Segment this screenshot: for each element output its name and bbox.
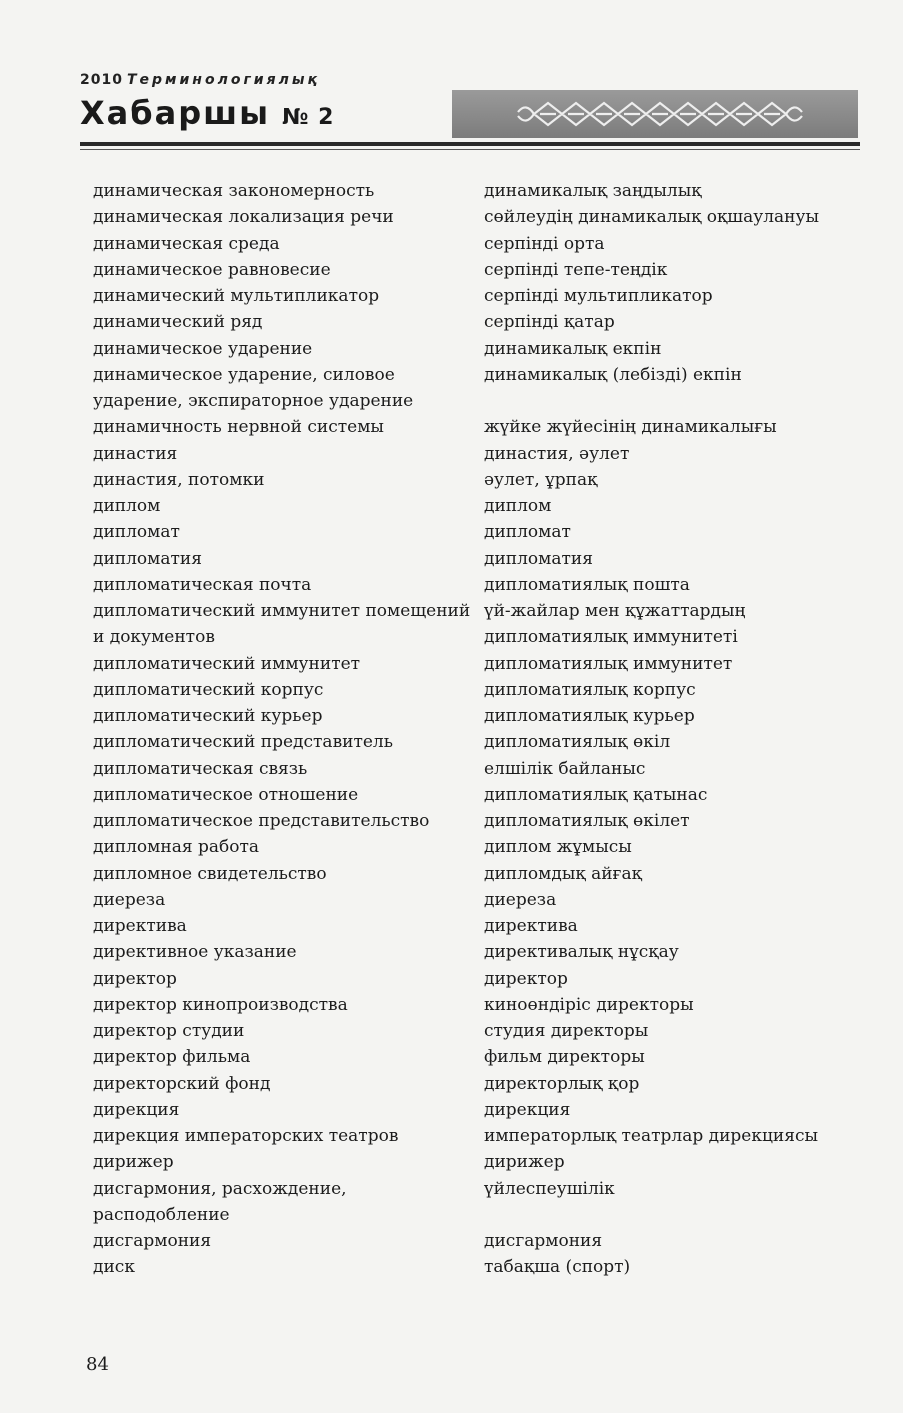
term-ru: дипломат xyxy=(93,522,180,543)
term-kz: дипломдық айғақ xyxy=(484,863,642,884)
term-ru: дипломатическое представительство xyxy=(93,811,430,831)
term-ru: дирекция императорских театров xyxy=(93,1126,399,1146)
term-ru: диереза xyxy=(93,889,166,910)
term-ru: дипломатическая почта xyxy=(93,574,312,595)
term-ru: динамичность нервной системы xyxy=(93,417,384,438)
term-ru: директива xyxy=(93,916,187,936)
term-ru: дипломатический представитель xyxy=(93,732,393,753)
term-ru: дипломное свидетельство xyxy=(93,863,327,884)
term-ru: динамическое ударение, силовое xyxy=(93,364,395,385)
kazakh-terms-column xyxy=(484,178,864,1281)
term-ru: дисгармония xyxy=(93,1231,212,1251)
term-kz: серпінді мультипликатор xyxy=(484,286,713,306)
term-kz: династия, әулет xyxy=(484,443,630,464)
term-ru: дисгармония, расхождение, xyxy=(93,1178,347,1199)
term-ru: дипломатическая связь xyxy=(93,758,308,779)
term-ru: директор кинопроизводства xyxy=(93,994,348,1015)
term-kz xyxy=(484,1202,864,1228)
term-kz: дипломатия xyxy=(484,548,593,569)
term-kz: серпінді орта xyxy=(484,233,605,254)
term-ru: директорский фонд xyxy=(93,1073,271,1094)
journal-series: Терминологиялық xyxy=(126,72,320,88)
term-kz: диереза xyxy=(484,889,557,910)
journal-title: Хабаршы xyxy=(80,94,271,132)
term-ru: динамическая среда xyxy=(93,233,280,254)
term-ru: расподобление xyxy=(93,1204,230,1225)
term-kz: фильм директоры xyxy=(484,1047,645,1068)
term-kz: киноөндіріс директоры xyxy=(484,994,694,1015)
term-kz: серпінді қатар xyxy=(484,312,615,333)
page-number: 84 xyxy=(86,1354,109,1375)
journal-series-line xyxy=(80,72,320,88)
term-ru: дипломатический иммунитет xyxy=(93,653,361,674)
term-kz: дипломатиялық иммунитеті xyxy=(484,627,738,648)
page-header xyxy=(80,72,860,152)
term-kz xyxy=(484,388,864,414)
term-ru: ударение, экспираторное ударение xyxy=(93,391,414,411)
term-kz: диплом xyxy=(484,496,552,516)
journal-year: 2010 xyxy=(80,72,123,88)
term-kz: әулет, ұрпақ xyxy=(484,469,598,490)
term-ru: диск xyxy=(93,1257,135,1278)
header-rule-thin xyxy=(80,149,860,150)
term-ru: дипломатический корпус xyxy=(93,679,324,700)
term-ru: директор xyxy=(93,968,177,989)
term-ru: динамическая локализация речи xyxy=(93,207,394,228)
term-ru: династия xyxy=(93,443,178,464)
term-kz: елшілік байланыс xyxy=(484,758,646,779)
russian-terms-column xyxy=(93,178,478,1281)
term-kz: дипломатиялық корпус xyxy=(484,679,696,700)
term-ru: директор студии xyxy=(93,1021,245,1041)
term-ru: дипломная работа xyxy=(93,837,260,858)
term-kz: жүйке жүйесінің динамикалығы xyxy=(484,417,777,438)
term-ru: дирижер xyxy=(93,1152,174,1173)
journal-issue: № 2 xyxy=(282,105,335,130)
term-ru: динамическая закономерность xyxy=(93,181,375,201)
term-kz: дисгармония xyxy=(484,1231,603,1251)
term-ru: динамическое ударение xyxy=(93,338,313,359)
term-kz: дирекция xyxy=(484,1099,571,1120)
ornament-pattern-icon xyxy=(452,90,858,138)
term-ru: и документов xyxy=(93,627,215,648)
term-kz: үйлеспеушілік xyxy=(484,1178,615,1199)
term-ru: династия, потомки xyxy=(93,469,265,490)
term-kz: директор xyxy=(484,968,568,989)
term-ru: дипломатический иммунитет помещений xyxy=(93,601,471,621)
term-kz: үй-жайлар мен құжаттардың xyxy=(484,601,746,621)
term-ru: динамическое равновесие xyxy=(93,259,331,280)
term-kz: сөйлеудің динамикалық оқшаулануы xyxy=(484,207,820,228)
term-ru: дипломатия xyxy=(93,548,202,569)
term-kz: дипломатиялық курьер xyxy=(484,706,695,726)
term-kz: диплом жұмысы xyxy=(484,837,632,858)
term-ru: дирекция xyxy=(93,1099,180,1120)
term-ru: диплом xyxy=(93,496,161,516)
term-kz: динамикалық заңдылық xyxy=(484,181,702,201)
term-kz: директорлық қор xyxy=(484,1073,640,1094)
term-kz: динамикалық (лебізді) екпін xyxy=(484,364,742,385)
term-ru: дипломатическое отношение xyxy=(93,784,359,805)
term-ru: директивное указание xyxy=(93,942,297,963)
term-kz: дипломатиялық қатынас xyxy=(484,784,708,805)
term-ru: директор фильма xyxy=(93,1047,251,1068)
term-kz: динамикалық екпін xyxy=(484,338,662,359)
ornament-band xyxy=(452,90,858,138)
term-kz: дипломатиялық өкіл xyxy=(484,732,671,753)
term-kz: дипломатиялық пошта xyxy=(484,574,690,595)
term-ru: динамический мультипликатор xyxy=(93,286,380,306)
header-rule-thick xyxy=(80,142,860,146)
term-kz: табақша (спорт) xyxy=(484,1257,631,1278)
term-kz: дипломат xyxy=(484,522,571,543)
term-kz: дирижер xyxy=(484,1152,565,1173)
journal-title-line xyxy=(80,94,334,132)
term-ru: дипломатический курьер xyxy=(93,706,323,726)
term-kz: директива xyxy=(484,916,578,936)
term-kz: императорлық театрлар дирекциясы xyxy=(484,1126,819,1146)
term-kz: серпінді тепе-теңдік xyxy=(484,259,668,280)
term-kz: дипломатиялық иммунитет xyxy=(484,653,733,674)
term-kz: студия директоры xyxy=(484,1021,649,1041)
term-ru: динамический ряд xyxy=(93,312,263,333)
term-kz: директивалық нұсқау xyxy=(484,942,679,963)
term-kz: дипломатиялық өкілет xyxy=(484,811,690,831)
